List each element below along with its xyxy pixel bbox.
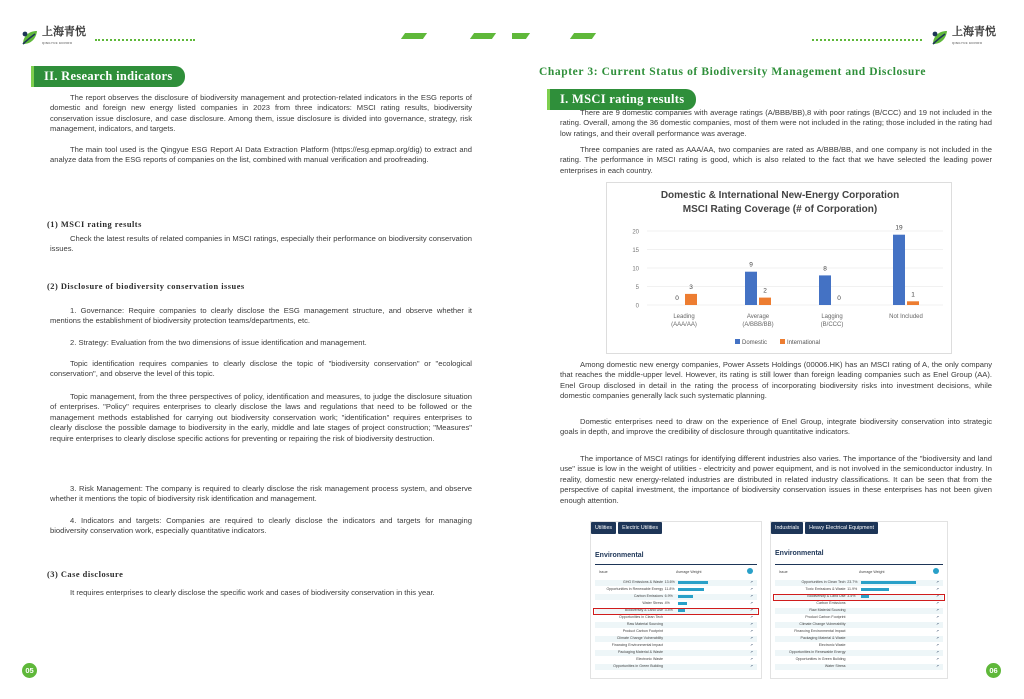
header-dotted-rule	[812, 39, 922, 41]
issue-label: Raw Material Sourcing	[809, 608, 846, 612]
industry-paragraph: The importance of MSCI ratings for identifying different industries also varies. The importance of the "biodiversity and land use" issue is low in the weight of utilities - electricity and power equipment, and is not involved in the semiconductor industry. In reality, domestic new energy-related industries are distributed in related industry classifications. It can be seen that from the perspective of capital investment, the importance of biodiversity conservation issues in these enterprises has not been given enough attention.	[560, 454, 992, 505]
external-link-icon[interactable]: ↗	[749, 587, 753, 591]
x-tick-label: Lagging	[821, 314, 843, 320]
weight-bar	[678, 581, 709, 584]
issue-label: Product Carbon Footprint	[622, 629, 664, 633]
issue-label: Financing Environmental Impact	[794, 629, 846, 633]
weight-bar	[861, 581, 917, 584]
issue-label: Electronic Waste	[818, 643, 846, 647]
issue-row[interactable]	[595, 580, 757, 586]
issue-label: Carbon Emissions	[816, 601, 846, 605]
issue-weight: 4%	[664, 601, 670, 605]
y-tick-label: 10	[632, 266, 639, 273]
x-tick-label: Average	[746, 314, 770, 320]
strategy-paragraph: 2. Strategy: Evaluation from the two dimensions of issue identification and management.	[70, 338, 367, 347]
issue-row[interactable]	[595, 601, 757, 607]
external-link-icon[interactable]: ↗	[749, 601, 753, 605]
data-label: 8	[823, 265, 827, 273]
external-link-icon[interactable]: ↗	[749, 636, 753, 640]
issue-row[interactable]	[775, 657, 943, 663]
x-tick-label: Leading	[673, 314, 695, 320]
highlight-box	[593, 608, 759, 615]
legend-swatch-international	[780, 339, 785, 344]
highlight-box	[773, 594, 945, 601]
external-link-icon[interactable]: ↗	[935, 643, 939, 647]
issue-row[interactable]	[595, 650, 757, 656]
data-label: 19	[895, 224, 903, 232]
header-accent	[570, 33, 596, 39]
issue-label: Climate Change Vulnerability	[616, 636, 664, 640]
section-title: I. MSCI rating results	[550, 89, 696, 110]
msci-utilities-screenshot	[590, 521, 762, 679]
issue-row[interactable]	[775, 615, 943, 621]
x-tick-label: (AAA/AA)	[671, 322, 697, 328]
issue-label: Electronic Waste	[636, 657, 664, 661]
power-assets-paragraph: Among domestic new energy companies, Power Assets Holdings (00006.HK) has an MSCI rating of A, the only company that reaches the middle-upper level. However, its rating is still lower than foreign leading companies such as Enel Group (AA). Enel Group disclosed in detail in the rating the process of incorporating biodiversity risks into investment decisions, while domestic companies generally lack such systematic planning.	[560, 360, 992, 401]
external-link-icon[interactable]: ↗	[935, 615, 939, 619]
msci-summary-paragraph: There are 9 domestic companies with average ratings (A/BBB/BB),8 with poor ratings (B/CCC) and 19 not included in the rating. Overall, among the 36 domestic companies, most of them were not included in the rating; those included in the rating had low ratings, and their overall performance was average.	[560, 108, 992, 138]
issue-label: Opportunities in Green Building	[795, 657, 846, 661]
external-link-icon[interactable]: ↗	[935, 594, 939, 598]
issue-row[interactable]	[595, 636, 757, 642]
indicators-paragraph: 4. Indicators and targets: Companies are required to clearly disclose the indicators and targets for managing biodiversity conservation work, especially quantitative indicators.	[50, 516, 472, 536]
external-link-icon[interactable]: ↗	[935, 650, 939, 654]
issue-label: Biodiversity & Land Use	[807, 594, 846, 598]
heading-rule	[595, 564, 757, 565]
issue-label: Biodiversity & Land Use	[624, 608, 664, 612]
issue-label: Carbon Emissions	[633, 594, 664, 598]
tool-paragraph: The main tool used is the Qingyue ESG Report AI Data Extraction Platform (https://esg.epmap.org/dig) to extract and analyze data from the ESG reports of companies on the list, combined with manual verification and proofreading.	[50, 145, 472, 165]
topic-identification-paragraph: Topic identification requires companies to clearly disclose the topic of "biodiversity conservation" or "ecological conservation", and observe the level of this topic.	[50, 359, 472, 379]
external-link-icon[interactable]: ↗	[935, 657, 939, 661]
weight-bar	[678, 595, 694, 598]
issue-row[interactable]	[775, 601, 943, 607]
tab-utilities[interactable]: Utilities	[591, 522, 616, 534]
weight-bar	[678, 602, 687, 605]
issue-row[interactable]	[775, 587, 943, 593]
legend-label-domestic: Domestic	[742, 340, 768, 346]
environmental-heading: Environmental	[775, 550, 824, 557]
issue-row[interactable]	[775, 636, 943, 642]
heading-rule	[775, 564, 943, 565]
weight-bar	[861, 588, 889, 591]
chapter-title: Chapter 3: Current Status of Biodiversity Management and Disclosure	[539, 66, 927, 78]
external-link-icon[interactable]: ↗	[749, 622, 753, 626]
risk-management-paragraph: 3. Risk Management: The company is required to clearly disclose the risk management process system, and observe whether it mentions the topic of biodiversity risk identification and management.	[50, 484, 472, 504]
issue-weight: 23.7%	[847, 580, 858, 584]
issue-label: Product Carbon Footprint	[805, 615, 846, 619]
page-number: 06	[986, 663, 1001, 678]
issue-label: Water Stress	[642, 601, 664, 605]
enel-paragraph: Domestic enterprises need to draw on the experience of Enel Group, integrate biodiversity conservation into strategic goals in depth, and improve the credibility of disclosure through quantitative indicators.	[560, 417, 992, 437]
brand-name: 上海青悦 QINGYUE ENVIRO	[42, 26, 86, 45]
issue-weight: 3.4%	[664, 608, 673, 612]
topic-management-paragraph: Topic management, from the three perspectives of policy, identification and measures, to judge the disclosure situation of enterprises. "Policy" requires enterprises to clearly disclose the laws and regulations that need to be followed or the management methods established for carrying out biodiversity conservation work; "identification" requires enterprises to clearly disclose the possible damage to biodiversity in the early, middle and late stages of project construction; "Measures" require enterprises to clearly disclose specific actions for preventing or repairing the risk of biodiversity destruction.	[50, 392, 472, 443]
issue-row[interactable]	[775, 664, 943, 670]
x-tick-label: (A/BBB/BB)	[742, 322, 774, 328]
issue-row[interactable]	[595, 657, 757, 663]
issue-row[interactable]	[775, 608, 943, 614]
issue-row[interactable]	[775, 629, 943, 635]
column-header-row: Issue Average Weight	[775, 570, 943, 576]
issue-row[interactable]	[775, 580, 943, 586]
issue-row[interactable]	[595, 622, 757, 628]
brand-name: 上海青悦 QINGYUE ENVIRO	[952, 26, 996, 45]
y-tick-label: 20	[632, 229, 639, 236]
external-link-icon[interactable]: ↗	[749, 664, 753, 668]
issue-row[interactable]	[775, 650, 943, 656]
issue-weight: 3.5%	[847, 594, 856, 598]
industry-tabs	[771, 522, 878, 534]
leaf-logo-icon	[20, 28, 40, 48]
bar-international-3	[907, 301, 919, 305]
external-link-icon[interactable]: ↗	[935, 636, 939, 640]
issue-label: Climate Change Vulnerability	[799, 622, 846, 626]
chart-title-line-1: Domestic & International New-Energy Corporation	[660, 190, 900, 201]
chart-title-line-2: MSCI Rating Coverage (# of Corporation)	[682, 204, 878, 215]
tab-electric-utilities[interactable]: Electric Utilities	[618, 522, 662, 534]
y-tick-label: 0	[635, 303, 639, 310]
data-label: 1	[911, 291, 915, 299]
header-accent	[401, 33, 427, 39]
header-dotted-rule	[95, 39, 195, 41]
issue-row[interactable]	[595, 587, 757, 593]
bar-domestic-3	[893, 235, 905, 305]
data-label: 3	[689, 283, 693, 291]
environmental-heading: Environmental	[595, 552, 644, 559]
external-link-icon[interactable]: ↗	[749, 615, 753, 619]
issue-row[interactable]	[595, 629, 757, 635]
msci-industrials-screenshot	[770, 521, 948, 679]
data-label: 9	[749, 261, 753, 269]
section-title: II. Research indicators	[34, 66, 185, 87]
external-link-icon[interactable]: ↗	[749, 650, 753, 654]
case-paragraph: It requires enterprises to clearly disclose the specific work and cases of biodiversity conservation in this year.	[70, 588, 435, 597]
bar-international-1	[759, 298, 771, 305]
issue-row[interactable]	[595, 594, 757, 600]
bar-international-0	[685, 294, 697, 305]
legend-swatch-domestic	[735, 339, 740, 344]
bar-domestic-2	[819, 275, 831, 305]
y-tick-label: 5	[635, 285, 639, 291]
chart-plot	[607, 183, 953, 355]
brand-logo	[930, 27, 996, 49]
international-paragraph: Three companies are rated as AAA/AA, two companies are rated as A/BBB/BB, and one company is not included in the rating. The performance in MSCI rating is good, which is also related to the fact that we have selected the leading power enterprises in each country.	[560, 145, 992, 175]
issue-label: Opportunities in Renewable Energy	[789, 650, 846, 654]
issue-row[interactable]	[595, 615, 757, 621]
issue-weight: 11.9%	[847, 587, 858, 591]
external-link-icon[interactable]: ↗	[935, 587, 939, 591]
x-tick-label: (B/CCC)	[820, 322, 844, 328]
external-link-icon[interactable]: ↗	[935, 601, 939, 605]
issue-label: Opportunities in Green Building	[613, 664, 664, 668]
issue-label: Toxic Emissions & Waste	[805, 587, 846, 591]
governance-paragraph: 1. Governance: Require companies to clearly disclose the ESG management structure, and observe whether it mentions the establishment of biodiversity protection teams/departments, etc.	[50, 306, 472, 326]
brand-logo	[20, 27, 86, 49]
issue-label: Water Stress	[824, 664, 846, 668]
issue-weight: 13.6%	[664, 580, 675, 584]
issue-weight: 11.8%	[664, 587, 675, 591]
data-label: 0	[837, 295, 841, 302]
msci-coverage-chart	[606, 182, 952, 354]
page-number: 05	[22, 663, 37, 678]
issue-label: Packaging Material & Waste	[800, 636, 846, 640]
issue-label: Opportunities in Renewable Energy	[606, 587, 664, 591]
external-link-icon[interactable]: ↗	[749, 608, 753, 612]
header-accent	[470, 33, 496, 39]
external-link-icon[interactable]: ↗	[749, 580, 753, 584]
intro-paragraph: The report observes the disclosure of biodiversity management and protection-related indicators in the ESG reports of domestic and foreign new energy listed companies in 2023 from three indicators: MSCI rating results, biodiversity conservation issue disclosure, and case disclosure. Among them, issue disclosure is divided into governance, strategy, risk management, indicators, and targets.	[50, 93, 472, 134]
right-page	[512, 0, 1024, 699]
issue-label: GHG Emissions & Waste	[623, 580, 664, 584]
external-link-icon[interactable]: ↗	[749, 629, 753, 633]
issue-label: Opportunities in Clean Tech	[618, 615, 664, 619]
issue-label: Packaging Material & Waste	[618, 650, 664, 654]
tab-industrials[interactable]: Industrials	[771, 522, 803, 534]
external-link-icon[interactable]: ↗	[749, 643, 753, 647]
y-tick-label: 15	[632, 248, 639, 254]
external-link-icon[interactable]: ↗	[935, 664, 939, 668]
external-link-icon[interactable]: ↗	[935, 622, 939, 626]
info-icon	[747, 568, 753, 574]
data-label: 2	[763, 287, 767, 295]
issue-row[interactable]	[775, 643, 943, 649]
tab-heavy-electrical-equipment[interactable]: Heavy Electrical Equipment	[805, 522, 878, 534]
issue-row[interactable]	[595, 643, 757, 649]
industry-tabs	[591, 522, 662, 534]
case-subheading: (3) Case disclosure	[47, 570, 124, 579]
column-header-row: Issue Average Weight	[595, 570, 757, 576]
info-icon	[933, 568, 939, 574]
external-link-icon[interactable]: ↗	[749, 657, 753, 661]
bar-domestic-1	[745, 272, 757, 305]
header-accent	[512, 33, 530, 39]
weight-bar	[678, 588, 705, 591]
external-link-icon[interactable]: ↗	[749, 594, 753, 598]
issue-label: Financing Environmental Impact	[611, 643, 664, 647]
external-link-icon[interactable]: ↗	[935, 629, 939, 633]
issue-row[interactable]	[595, 664, 757, 670]
issue-label: Raw Material Sourcing	[626, 622, 664, 626]
msci-subheading: (1) MSCI rating results	[47, 220, 142, 229]
issue-weight: 6.9%	[664, 594, 673, 598]
leaf-logo-icon	[930, 28, 950, 48]
issue-row[interactable]	[775, 622, 943, 628]
x-tick-label: Not Included	[889, 314, 923, 320]
external-link-icon[interactable]: ↗	[935, 608, 939, 612]
issue-label: Opportunities in Clean Tech	[801, 580, 846, 584]
legend-label-international: International	[787, 340, 821, 346]
disclosure-subheading: (2) Disclosure of biodiversity conservation issues	[47, 282, 245, 291]
external-link-icon[interactable]: ↗	[935, 580, 939, 584]
msci-paragraph: Check the latest results of related companies in MSCI ratings, especially their performance on biodiversity conservation issues.	[50, 234, 472, 254]
data-label: 0	[675, 295, 679, 302]
